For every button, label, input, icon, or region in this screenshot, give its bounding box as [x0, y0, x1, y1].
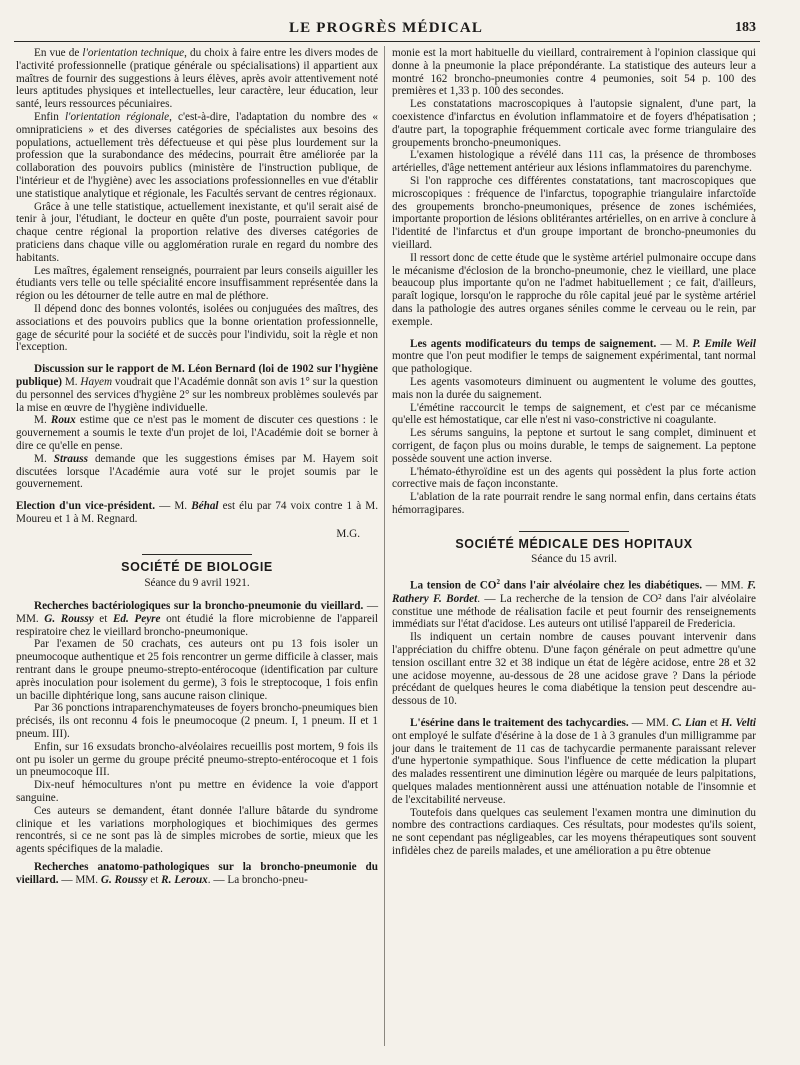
paragraph: Par 36 ponctions intraparenchymateuses de foyers broncho-pneumiques bien précisés, ils ont reconnu 4 fois le pneumocoque (2 pneum. I, 1 pneum. II et 1 pneum. III). [16, 702, 378, 741]
section-rule [142, 554, 252, 555]
paragraph: L'émétine raccourcit le temps de saignement, et c'est par ce mécanisme qu'elle est hémostatique, car elle n'est ni vaso-constrictive ni coagulante. [392, 401, 756, 427]
left-column [16, 47, 378, 887]
paragraph: Il dépend donc des bonnes volontés, isolées ou conjuguées des maîtres, des associations et des pouvoirs publics que la bonne orientation professionnelle, gage de sécurité pour la société et de succès pour l'individu, soit la règle et non l'exception. [16, 302, 378, 354]
paragraph: Enfin l'orientation régionale, c'est-à-dire, l'adaptation du nombre des « omnipraticiens » et des diverses catégories de spécialistes aux besoins des populations, actuellement très défectueuse et qui pèse plus lourdement sur la profession que la surabondance des médecins, pourrait être améliorée par la collaboration des pouvoirs publics (ministère de l'instruction publique, de l'intérieur et de l'hygiène) avec les associations professionnelles en vue d'établir une statistique analytique et régionale, les Facultés servant de centres régionaux. [16, 110, 378, 200]
society-heading-biologie [16, 554, 378, 590]
paragraph: L'examen histologique a révélé dans 111 cas, la présence de thromboses artérielles, d'âge nettement antérieur aux lésions inflammatoires du parenchyme. [392, 149, 756, 175]
abstract-paragraph: La tension de $CO^2$ dans l'air alvéolaire chez les diabétiques. — MM. F. Rathery F. Bordet. — La recherche de la tension de CO² dans l'air alvéolaire constitue une méthode de réalisation facile et peut fournir des renseignements immédiats sur l'état d'acidose. Les auteurs ont utilisé l'appareil de Fredericia. [392, 578, 756, 631]
paragraph: En vue de l'orientation technique, du choix à faire entre les divers modes de l'activité professionnelle (pratique générale ou spécialisations) il appartient aux maîtres de fournir des suggestions à leurs élèves, après avoir attentivement noté leurs aptitudes physiques et intellectuelles, leur caractère, leur éducation, leur santé, leurs ressources pécuniaires. [16, 47, 378, 111]
paragraph: Dix-neuf hémocultures n'ont pu mettre en évidence la voie d'apport sanguine. [16, 779, 378, 805]
paragraph: Les maîtres, également renseignés, pourraient par leurs conseils aiguiller les étudiants vers telle ou telle spécialité encore insuffisamment représentée dans la région ou les détourner de telle autre en mal de pléthore. [16, 264, 378, 303]
abstract-paragraph: Recherches anatomo-pathologiques sur la broncho-pneumonie du vieillard. — MM. G. Roussy et R. Leroux. — La broncho-pneu- [16, 861, 378, 886]
paragraph: Il ressort donc de cette étude que le système artériel pulmonaire occupe dans le mécanisme d'éclosion de la broncho-pneumonie, chez le vieillard, une place beaucoup plus importante qu'on ne l'admet habituellement ; ce fait, d'ailleurs, paraît logique, lorsqu'on le rapproche du rôle capital jeué par le système artériel dans la pathologie des autres organes séniles comme le cerveau ou le rein, par exemple. [392, 251, 756, 328]
society-title: SOCIÉTÉ MÉDICALE DES HOPITAUX [455, 536, 693, 551]
paragraph: Enfin, sur 16 exsudats broncho-alvéolaires recueillis post mortem, 9 fois ils ont pu isoler un germe du groupe précité pneumo-strepto-entérocoque et 1 fois un pneumocoque III. [16, 740, 378, 779]
paragraph: Ils indiquent un certain nombre de causes pouvant intervenir dans l'appréciation du chiffre obtenu. D'une façon générale on peut admettre qu'une tension oscillant entre 32 et 38 indique un état de légère acidose, entre 28 et 32 une acidose moyenne, au-dessous de 28 une acidose grave ? Dans la période précédant de quelques heures le coma diabétique la tension peut descendre au-dessous de 10. [392, 631, 756, 708]
column-divider [384, 46, 385, 1046]
abstract-paragraph: Recherches bactériologiques sur la broncho-pneumonie du vieillard. — MM. G. Roussy et Ed. Peyre ont étudié la flore microbienne de l'appareil respiratoire chez le vieillard broncho-pneumonique. [16, 600, 379, 638]
election-paragraph: Election d'un vice-président. — M. Béhal est élu par 74 voix contre 1 à M. Moureu et 1 à M. Regnard. [16, 500, 378, 525]
session-date: Séance du 15 avril. [531, 553, 617, 566]
paragraph: Par l'examen de 50 crachats, ces auteurs ont pu 13 fois isoler un pneumocoque authentique et 25 fois rencontrer un germe difficile à classer, mais rentrant dans le groupe pneumo-strepto-entérocoque (identification par culture après inoculation pour isolement du germe), 3 fois le streptocoque, 1 fois enfin un bacille diphtérique long, sans aucune raison clinique. [16, 638, 378, 702]
paragraph: Les constatations macroscopiques à l'autopsie signalent, d'une part, la coexistence d'infarctus en évolution inflammatoire et de foyers d'hépatisation ; d'autre part, la topographie fréquemment corticale avec forme triangulaire des groupements broncho-pneumoniques. [392, 98, 756, 149]
author-signature: M.G. [336, 527, 360, 540]
paragraph: L'ablation de la rate pourrait rendre le sang normal enfin, dans certains états hémorragipares. [392, 491, 756, 516]
paragraph: L'hémato-éthyroïdine est un des agents qui possèdent la plus forte action corrective mais de façon inconstante. [392, 465, 756, 491]
paragraph: Toutefois dans quelques cas seulement l'examen montra une diminution du nombre des contractions cardiaques. Ces résultats, pour modestes qu'ils soient, ne sont cependant pas négligeables, car les moyens thérapeutiques sont souvent infidèles chez de pareils malades, et une amélioration a pu être obtenue [392, 806, 756, 857]
session-date: Séance du 9 avril 1921. [144, 577, 250, 590]
paragraph: Si l'on rapproche ces différentes constatations, tant macroscopiques que microscopiques : fréquence de l'infarctus, topographie triangulaire infarctoïde des groupements broncho-pneumoniques, présence de zones ischémiées, importante proportion de lésions oblitérantes artérielles, on en arrive à conclure à l'identité de l'infarctus et d'un groupe important de broncho-pneumonies du vieillard. [392, 174, 756, 251]
paragraph: monie est la mort habituelle du vieillard, contrairement à l'opinion classique qui donne à la pneumonie la place prépondérante. La statistique des auteurs leur a montré 162 broncho-pneumonies contre 4 peumonies, soit 54 p. 100 des premières et 1,33 p. 100 des secondes. [392, 47, 756, 98]
header-rule [14, 41, 760, 42]
section-rule [519, 531, 629, 532]
paragraph: Les agents vasomoteurs diminuent ou augmentent le volume des gouttes, mais non la durée du saignement. [392, 375, 756, 401]
running-head [16, 20, 756, 40]
society-heading-hopitaux [392, 531, 756, 567]
journal-title: LE PROGRÈS MÉDICAL [288, 20, 484, 36]
paragraph: Les sérums sanguins, la peptone et surtout le sang complet, diminuent et corrigent, de façon plus ou moins durable, le temps de saignement. La peptone possède souvent une action inverse. [392, 427, 756, 465]
paragraph: Grâce à une telle statistique, actuellement inexistante, et qu'il serait aisé de tenir à jour, l'étudiant, le docteur en quête d'un poste, pourraient savoir pour chaque centre régional la proportion relative des diverses catégories de praticiens dans chaque ville ou agglomération rurale en regard du nombre des habitants. [16, 200, 378, 264]
right-column [392, 47, 756, 858]
paragraph: Ces auteurs se demandent, étant donnée l'allure bâtarde du syndrome clinique et les variations morphologiques et biochimiques des germes rencontrés, si ce ne sont pas là de simples microbes de sortie, mieux que les agents spécifiques de la maladie. [16, 804, 378, 856]
page-number: 183 [735, 20, 756, 35]
paragraph: M. Strauss demande que les suggestions émises par M. Hayem soit discutées lorsque l'Académie aura voté sur le projet soumis par le gouvernement. [16, 452, 379, 491]
paragraph: M. Roux estime que ce n'est pas le moment de discuter ces questions : le gouvernement a soumis le texte d'un projet de loi, l'Académie doit se borner à dire ce qu'elle en pense. [16, 414, 378, 452]
abstract-paragraph: Les agents modificateurs du temps de saignement. — M. P. Emile Weil montre que l'on peut modifier le temps de saignement expérimental, tant normal que pathologique. [392, 337, 756, 376]
abstract-paragraph: L'ésérine dans le traitement des tachycardies. — MM. C. Lian et H. Velti ont employé le sulfate d'ésérine à la dose de 1 à 3 granules d'un milligramme par jour dans le traitement de 11 cas de tachycardie permanente paraissant relever d'une hypertonie sympathique. Sous l'influence de cette médication la plupart des malades ressentirent une diminution légère ou marquée de leurs palpitations, quelques malades mentionnèrent aussi une atténuation notable de l'insomnie et de l'excitabilité nerveuse. [392, 716, 756, 806]
discussion-paragraph: Discussion sur le rapport de M. Léon Bernard (loi de 1902 sur l'hygiène publique) M. Hayem voudrait que l'Académie donnât son avis 1° sur la question du personnel des services d'hygiène 2° sur les nombreux problèmes soulevés par la mise en œuvre de l'hygiène individuelle. [16, 363, 378, 414]
society-title: SOCIÉTÉ DE BIOLOGIE [121, 560, 273, 575]
